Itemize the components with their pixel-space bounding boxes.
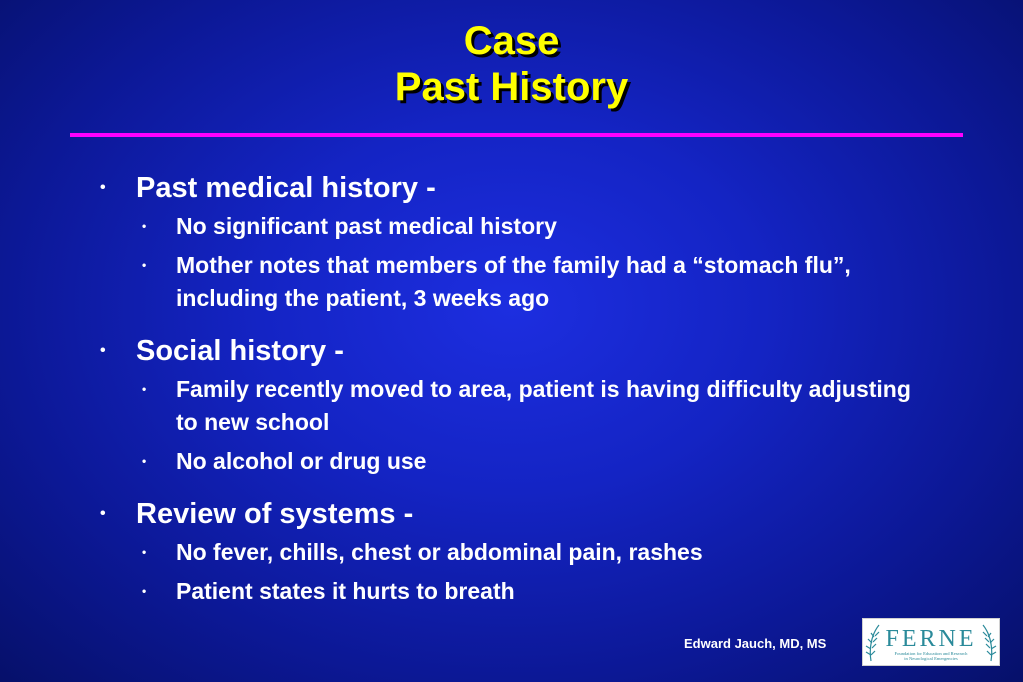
bullet-icon: • (142, 454, 147, 468)
level1-bullet (100, 494, 920, 534)
fern-left-icon (866, 625, 879, 661)
level2-bullet (142, 575, 920, 608)
bullet-icon: • (142, 584, 147, 598)
bullet-icon: • (142, 258, 147, 272)
logo-tagline-2: in Neurological Emergencies (904, 656, 958, 661)
section-heading: Past medical history - (136, 172, 436, 204)
ferne-logo-graphic (863, 619, 999, 665)
bullet-text: No alcohol or drug use (176, 448, 427, 474)
section-review-of-systems (100, 494, 920, 608)
bullet-icon: • (142, 219, 147, 233)
title-line-2: Past History (394, 65, 629, 109)
bullet-icon: • (100, 342, 106, 359)
level2-bullet (142, 536, 920, 569)
bullet-text: Mother notes that members of the family had a “stomach flu”, including the patient, 3 weeks ago (176, 252, 851, 311)
level1-bullet (100, 168, 920, 208)
bullet-text: No fever, chills, chest or abdominal pain, rashes (176, 539, 703, 565)
bullet-icon: • (100, 505, 106, 522)
section-heading: Social history - (136, 335, 344, 367)
footer-author: Edward Jauch, MD, MS (684, 636, 827, 651)
bullet-text: Family recently moved to area, patient is having difficulty adjusting to new school (176, 376, 911, 435)
title-divider (70, 133, 963, 137)
logo-tagline-1: Foundation for Education and Research (894, 651, 968, 656)
section-heading: Review of systems - (136, 498, 414, 530)
bullet-icon: • (100, 179, 106, 196)
level2-bullet (142, 249, 920, 315)
section-social-history (100, 331, 920, 478)
level1-bullet (100, 331, 920, 371)
bullet-icon: • (142, 545, 147, 559)
title-line-1: Case (463, 19, 560, 63)
level2-bullet (142, 210, 920, 243)
bullet-content (100, 168, 920, 624)
logo-letters: FERNE (885, 626, 977, 652)
sub-bullet-list (142, 210, 920, 315)
fern-right-icon (983, 625, 996, 661)
slide-title (0, 18, 1023, 110)
level2-bullet (142, 445, 920, 478)
bullet-icon: • (142, 382, 147, 396)
bullet-text: Patient states it hurts to breath (176, 578, 515, 604)
level2-bullet (142, 373, 920, 439)
sub-bullet-list (142, 373, 920, 478)
ferne-logo (862, 618, 1000, 666)
bullet-text: No significant past medical history (176, 213, 557, 239)
section-past-medical-history (100, 168, 920, 315)
sub-bullet-list (142, 536, 920, 608)
